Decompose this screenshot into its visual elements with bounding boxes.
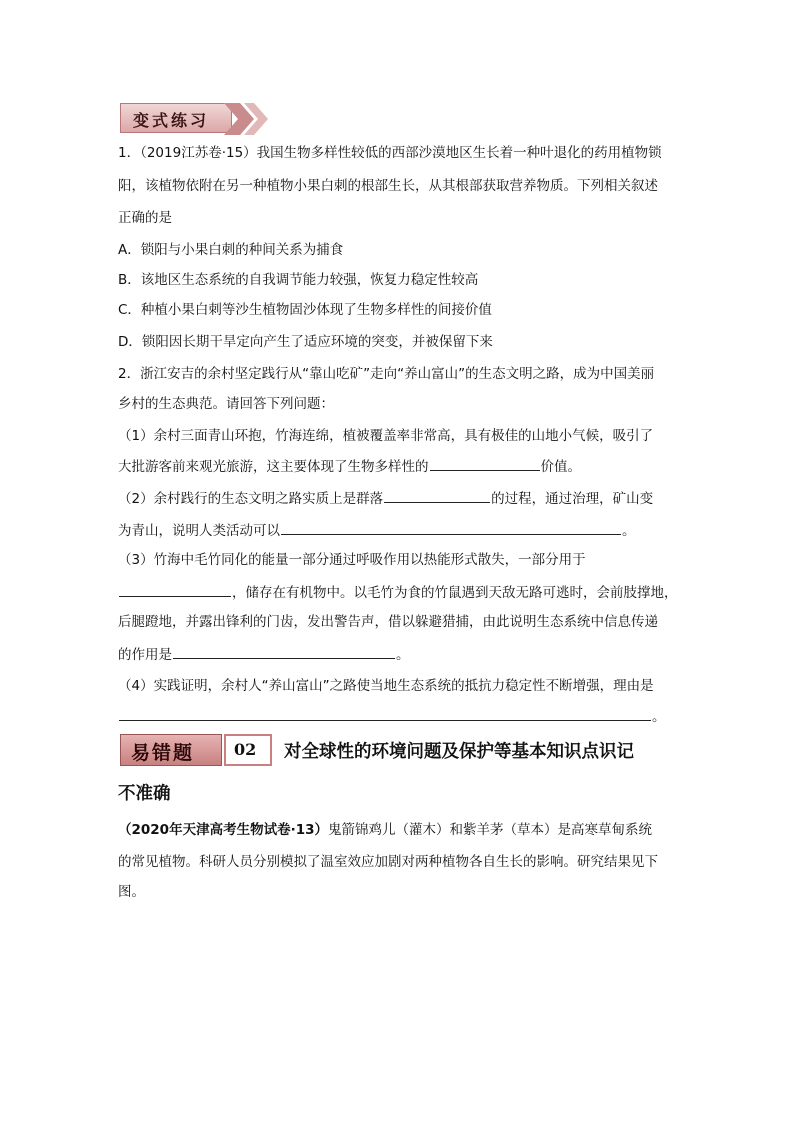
answer-blank-5[interactable]: [173, 644, 395, 659]
q2-part1-suffix: 价值。: [540, 459, 581, 475]
q2-part1-line1: （1）余村三面青山环抱，竹海连绵，植被覆盖率非常高，具有极佳的山地小气候，吸引了: [118, 428, 654, 444]
q2-part4-line1: （4）实践证明，余村人“养山富山”之路使当地生态系统的抵抗力稳定性不断增强，理由是: [118, 678, 654, 694]
q2-intro-line1: 2．浙江安吉的余村坚定践行从“靠山吃矿”走向“养山富山”的生态文明之路，成为中国美丽: [118, 366, 655, 382]
error-label-box: [120, 734, 222, 766]
error-section-title-line1: 对全球性的环境问题及保护等基本知识点识记: [284, 742, 634, 762]
q3-line1: [118, 820, 652, 840]
error-section-title-line2: 不准确: [118, 784, 171, 804]
q2-part3-line3: 后腿蹬地，并露出锋利的门齿，发出警告声，借以躲避猎捕，由此说明生态系统中信息传递: [118, 614, 658, 630]
q2-part2-end: 。: [622, 523, 636, 539]
q2-part2-text: （2）余村践行的生态文明之路实质上是群落: [118, 491, 384, 507]
error-number: 02: [234, 740, 257, 759]
q1-option-d[interactable]: D．锁阳因长期干旱定向产生了适应环境的突变，并被保留下来: [118, 334, 493, 350]
answer-blank-2[interactable]: [384, 488, 490, 503]
q2-part3-line4: [118, 644, 410, 665]
error-number-box: [224, 734, 272, 766]
banner-label: 变式练习: [133, 111, 210, 130]
answer-blank-6[interactable]: [119, 706, 651, 721]
q1-stem-line3: 正确的是: [118, 210, 172, 226]
q2-part2-line2: [118, 520, 636, 541]
error-label: 易错题: [131, 742, 195, 764]
q1-stem-line2: 阳，该植物依附在另一种植物小果白刺的根部生长，从其根部获取营养物质。下列相关叙述: [118, 178, 658, 194]
answer-blank-4[interactable]: [119, 582, 231, 597]
q1-option-c[interactable]: C．种植小果白刺等沙生植物固沙体现了生物多样性的间接价值: [118, 302, 492, 318]
q3-line3: 图。: [118, 884, 145, 900]
q1-stem-line1: 1．（2019江苏卷·15）我国生物多样性较低的西部沙漠地区生长着一种叶退化的药用植物锁: [118, 145, 662, 161]
q2-part3-text4: 的作用是: [118, 647, 172, 663]
q2-part4-end: 。: [652, 709, 666, 725]
q2-part2-suffix: 的过程，通过治理，矿山变: [491, 491, 654, 507]
answer-blank-3[interactable]: [281, 520, 621, 535]
q3-source: （2020年天津高考生物试卷·13）: [118, 822, 328, 838]
section-banner: [120, 103, 272, 135]
q3-line2: 的常见植物。科研人员分别模拟了温室效应加剧对两种植物各自生长的影响。研究结果见下: [118, 854, 658, 870]
q2-part4-line2: [118, 706, 666, 727]
q1-option-b[interactable]: B．该地区生态系统的自我调节能力较强，恢复力稳定性较高: [118, 272, 479, 288]
banner-box: [120, 103, 232, 133]
q2-part3-text2: ，储存在有机物中。以毛竹为食的竹鼠遇到天敌无路可逃时，会前肢撑地，: [232, 585, 678, 601]
q2-part2-line1: [118, 488, 653, 509]
q2-part2-text2: 为青山，说明人类活动可以: [118, 523, 280, 539]
q2-part1-text: 大批游客前来观光旅游，这主要体现了生物多样性的: [118, 459, 429, 475]
q2-part3-end: 。: [396, 647, 410, 663]
q1-option-a[interactable]: A．锁阳与小果白刺的种间关系为捕食: [118, 242, 344, 258]
q2-part3-line2: [118, 582, 678, 603]
answer-blank-1[interactable]: [430, 456, 540, 471]
error-section-header: [120, 734, 272, 768]
q2-part3-line1: （3）竹海中毛竹同化的能量一部分通过呼吸作用以热能形式散失，一部分用于: [118, 552, 586, 568]
chevron-right-icon: [224, 103, 272, 135]
q3-line1-text: 鬼箭锦鸡儿（灌木）和紫羊茅（草本）是高寒草甸系统: [328, 822, 652, 838]
q2-part1-line2: [118, 456, 581, 477]
q2-intro-line2: 乡村的生态典范。请回答下列问题：: [118, 396, 334, 412]
